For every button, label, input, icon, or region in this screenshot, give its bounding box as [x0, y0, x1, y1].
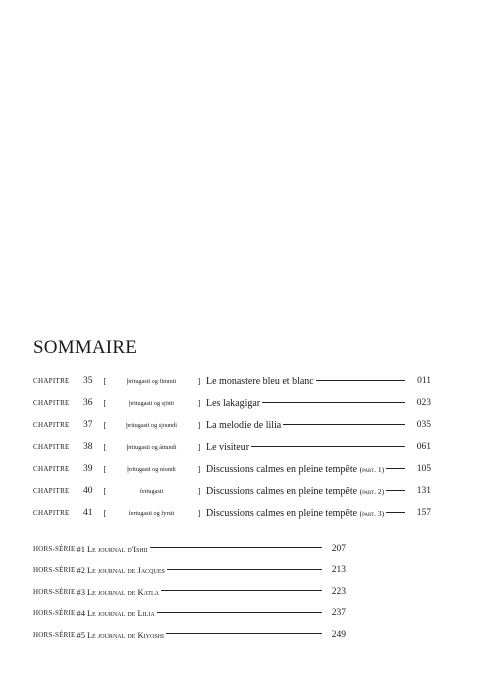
chapter-label: CHAPITRE	[33, 443, 70, 451]
chapter-part: (part. 3)	[359, 508, 385, 518]
bracket-close: ]	[197, 420, 201, 430]
hors-serie-entry-1[interactable]	[33, 538, 346, 560]
hors-serie-entry-4[interactable]	[33, 603, 346, 625]
chapter-part: (part. 1)	[359, 464, 385, 474]
chapter-number: 38	[83, 442, 93, 452]
chapter-subtitle: þritugasti og sjoundi	[126, 421, 177, 429]
chapter-number: 37	[83, 420, 93, 430]
chapter-subtitle: þritugasti og áttundi	[126, 443, 177, 451]
chapter-title: Discussions calmes en pleine tempête (part. 3)	[206, 507, 385, 519]
chapter-title: Discussions calmes en pleine tempête (part. 2)	[206, 485, 385, 497]
dot-leader	[262, 402, 405, 403]
page-number: 207	[331, 543, 346, 554]
hors-serie-label: HORS-SÉRIE	[33, 566, 76, 575]
chapter-label: CHAPITRE	[33, 465, 70, 473]
hors-serie-entry-3[interactable]	[33, 581, 346, 603]
bracket-open: [	[103, 486, 107, 496]
bracket-open: [	[103, 420, 107, 430]
bracket-close: ]	[197, 442, 201, 452]
chapter-subtitle: fertugasti og fyrsti	[128, 509, 175, 517]
chapter-part: (part. 2)	[359, 486, 385, 496]
hors-serie-number: #4	[76, 608, 85, 619]
hors-serie-label: HORS-SÉRIE	[33, 587, 76, 596]
hors-serie-entry-5[interactable]	[33, 624, 346, 646]
bracket-open: [	[103, 398, 107, 408]
page-number: 131	[416, 486, 431, 496]
chapter-label: CHAPITRE	[33, 487, 70, 495]
bracket-close: ]	[197, 398, 201, 408]
chapter-number: 35	[83, 376, 93, 386]
chapter-entry-39[interactable]	[33, 458, 431, 480]
chapter-entry-40[interactable]	[33, 480, 431, 502]
chapter-entry-38[interactable]	[33, 436, 431, 458]
hors-serie-title: Le journal de Katla	[86, 586, 159, 597]
chapter-title: Les lakagigar	[206, 397, 261, 409]
dot-leader	[386, 490, 405, 491]
chapter-entry-36[interactable]	[33, 392, 431, 414]
dot-leader	[166, 633, 322, 634]
chapter-label: CHAPITRE	[33, 421, 70, 429]
chapter-number: 40	[83, 486, 93, 496]
bracket-open: [	[103, 442, 107, 452]
dot-leader	[283, 424, 405, 425]
hors-serie-label: HORS-SÉRIE	[33, 544, 76, 553]
page-number: 061	[416, 442, 431, 452]
chapter-number: 36	[83, 398, 93, 408]
hors-serie-number: #3	[76, 586, 85, 597]
hors-serie-number: #2	[76, 565, 85, 576]
bracket-close: ]	[197, 508, 201, 518]
dot-leader	[386, 512, 405, 513]
chapter-subtitle: fertugasti	[139, 487, 164, 495]
page-title: SOMMAIRE	[33, 337, 138, 358]
chapter-list	[33, 370, 431, 524]
page-number: 237	[331, 608, 346, 619]
chapter-label: CHAPITRE	[33, 377, 70, 385]
hors-serie-title: Le journal de Kiyoshi	[86, 629, 164, 640]
bracket-close: ]	[197, 376, 201, 386]
hors-serie-entry-2[interactable]	[33, 560, 346, 582]
dot-leader	[157, 612, 322, 613]
dot-leader	[167, 569, 322, 570]
hors-serie-title: Le journal de Lilia	[86, 608, 155, 619]
page-number: 213	[331, 565, 346, 576]
chapter-subtitle: þritugasti og sjötti	[128, 399, 175, 407]
chapter-subtitle: þritugasti og fimmti	[126, 377, 177, 385]
chapter-entry-37[interactable]	[33, 414, 431, 436]
bracket-close: ]	[197, 486, 201, 496]
chapter-title: Discussions calmes en pleine tempête (part. 1)	[206, 463, 385, 475]
bracket-open: [	[103, 508, 107, 518]
page-number: 023	[416, 398, 431, 408]
dot-leader	[150, 547, 322, 548]
chapter-entry-35[interactable]	[33, 370, 431, 392]
page-number: 223	[331, 586, 346, 597]
page-number: 249	[331, 629, 346, 640]
hors-serie-label: HORS-SÉRIE	[33, 609, 76, 618]
dot-leader	[251, 446, 405, 447]
chapter-label: CHAPITRE	[33, 509, 70, 517]
hors-serie-list	[33, 538, 346, 646]
chapter-number: 39	[83, 464, 93, 474]
hors-serie-title: Le journal de Jacques	[86, 565, 165, 576]
chapter-label: CHAPITRE	[33, 399, 70, 407]
dot-leader	[316, 380, 405, 381]
page-number: 157	[416, 508, 431, 518]
page-number: 035	[416, 420, 431, 430]
page-number: 105	[416, 464, 431, 474]
bracket-open: [	[103, 464, 107, 474]
chapter-title: Le visiteur	[206, 441, 250, 453]
page-number: 011	[417, 376, 431, 386]
chapter-subtitle: þritugasti og níundi	[127, 465, 176, 473]
dot-leader	[161, 590, 322, 591]
bracket-close: ]	[197, 464, 201, 474]
hors-serie-label: HORS-SÉRIE	[33, 630, 76, 639]
chapter-title: La melodie de lilia	[206, 419, 282, 431]
dot-leader	[386, 468, 405, 469]
chapter-title: Le monastere bleu et blanc	[206, 375, 314, 387]
bracket-open: [	[103, 376, 107, 386]
hors-serie-number: #1	[76, 543, 85, 554]
hors-serie-number: #5	[76, 629, 85, 640]
hors-serie-title: Le journal d'Ishii	[86, 543, 148, 554]
chapter-entry-41[interactable]	[33, 502, 431, 524]
chapter-number: 41	[83, 508, 93, 518]
